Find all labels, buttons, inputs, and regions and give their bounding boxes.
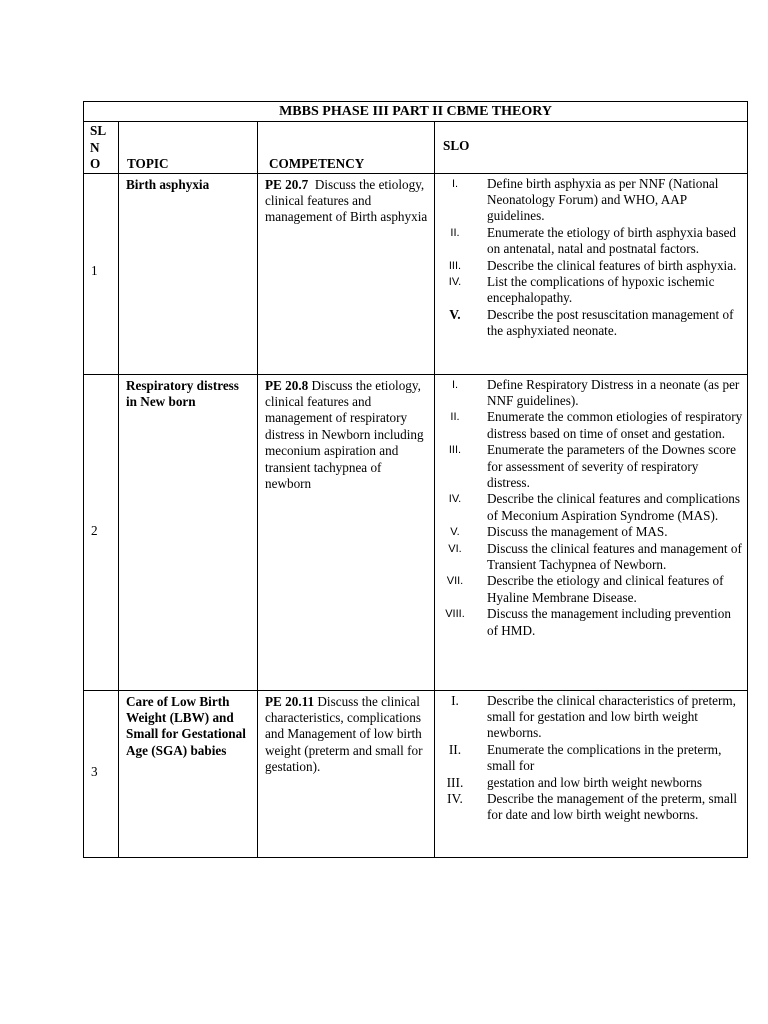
slo-text: Describe the etiology and clinical features of Hyaline Membrane Disease. bbox=[487, 573, 724, 605]
competency-text: Discuss the etiology, clinical features and management of Birth asphyxia bbox=[265, 176, 428, 225]
slo-number: I. bbox=[451, 177, 459, 190]
slo-text: Define Respiratory Distress in a neonate (as per NNF guidelines). bbox=[487, 376, 740, 408]
slo-text: Define birth asphyxia as per NNF (National Neonatology Forum) and WHO, AAP guidelines. bbox=[487, 175, 719, 224]
competency-header: COMPETENCY bbox=[258, 122, 435, 174]
slo-text: Describe the management of the preterm, small for date and low birth weight newborns. bbox=[487, 790, 738, 823]
slo-number: VII. bbox=[446, 575, 464, 588]
slo-text: Enumerate the complications in the preterm, small for bbox=[487, 741, 722, 774]
competency-cell bbox=[258, 173, 435, 374]
slo-item bbox=[435, 442, 743, 491]
slo-number: II. bbox=[450, 226, 460, 239]
table-row bbox=[84, 374, 748, 690]
topic-cell: Birth asphyxia bbox=[119, 173, 258, 374]
slo-text: Enumerate the etiology of birth asphyxia based on antenatal, natal and postnatal factors. bbox=[487, 224, 737, 257]
slo-text: Discuss the clinical features and management of Transient Tachypnea of Newborn. bbox=[487, 540, 742, 572]
table-title: MBBS PHASE III PART II CBME THEORY bbox=[84, 102, 748, 122]
cbme-theory-table bbox=[83, 101, 748, 858]
competency-code: PE 20.8 bbox=[265, 377, 309, 393]
competency-text: Discuss the etiology, clinical features and management of respiratory distress in Newborn including meconium aspiration and transient tachypnea of newborn bbox=[265, 377, 424, 491]
competency-text: Discuss the clinical characteristics, complications and Management of low birth weight (preterm and small for gestation). bbox=[265, 693, 423, 775]
slo-number: V. bbox=[450, 526, 460, 539]
slo-number: II. bbox=[450, 411, 460, 424]
sl-no-cell: 2 bbox=[84, 374, 119, 690]
competency-cell bbox=[258, 374, 435, 690]
slo-item bbox=[435, 491, 743, 524]
table-row bbox=[84, 690, 748, 857]
slo-number: III. bbox=[448, 259, 462, 272]
competency-code: PE 20.11 bbox=[265, 693, 315, 709]
slo-item bbox=[435, 791, 743, 824]
slo-number: V. bbox=[449, 306, 461, 322]
slo-number: I. bbox=[451, 692, 459, 708]
sl-no-header: SL N O bbox=[84, 122, 119, 174]
slo-item bbox=[435, 742, 743, 775]
slo-item bbox=[435, 258, 743, 274]
slo-number: III. bbox=[446, 774, 464, 790]
slo-item bbox=[435, 307, 743, 340]
slo-item bbox=[435, 573, 743, 606]
competency-cell bbox=[258, 690, 435, 857]
slo-cell bbox=[435, 690, 748, 857]
table-row bbox=[84, 173, 748, 374]
slo-text: List the complications of hypoxic ischemic encephalopathy. bbox=[487, 273, 715, 306]
slo-header: SLO bbox=[435, 122, 748, 174]
slo-text: Enumerate the common etiologies of respiratory distress based on time of onset and gestation. bbox=[487, 409, 743, 441]
slo-number: I. bbox=[451, 378, 459, 391]
slo-cell bbox=[435, 374, 748, 690]
competency-code: PE 20.7 bbox=[265, 176, 309, 192]
slo-item bbox=[435, 524, 743, 540]
slo-item bbox=[435, 377, 743, 410]
slo-text: Describe the clinical characteristics of preterm, small for gestation and low birth weight newborns. bbox=[487, 692, 736, 741]
slo-text: Discuss the management including prevention of HMD. bbox=[487, 606, 731, 638]
slo-item bbox=[435, 176, 743, 225]
sl-no-cell: 1 bbox=[84, 173, 119, 374]
slo-text: gestation and low birth weight newborns bbox=[487, 774, 702, 790]
slo-item bbox=[435, 693, 743, 742]
slo-number: IV. bbox=[447, 790, 463, 806]
slo-cell bbox=[435, 173, 748, 374]
slo-number: VIII. bbox=[445, 608, 465, 621]
slo-item bbox=[435, 409, 743, 442]
slo-text: Describe the post resuscitation management of the asphyxiated neonate. bbox=[487, 306, 734, 339]
slo-number: III. bbox=[448, 444, 462, 457]
slo-item bbox=[435, 775, 743, 791]
sl-no-cell: 3 bbox=[84, 690, 119, 857]
slo-number: II. bbox=[448, 741, 462, 757]
slo-text: Discuss the management of MAS. bbox=[487, 524, 668, 540]
slo-item bbox=[435, 274, 743, 307]
slo-number: VI. bbox=[448, 542, 462, 555]
slo-number: IV. bbox=[448, 493, 462, 506]
header-row bbox=[84, 122, 748, 174]
slo-text: Describe the clinical features of birth asphyxia. bbox=[487, 257, 737, 273]
topic-cell: Respiratory distress in New born bbox=[119, 374, 258, 690]
slo-item bbox=[435, 541, 743, 574]
topic-header: TOPIC bbox=[119, 122, 258, 174]
slo-item bbox=[435, 606, 743, 639]
topic-cell: Care of Low Birth Weight (LBW) and Small for Gestational Age (SGA) babies bbox=[119, 690, 258, 857]
slo-text: Describe the clinical features and complications of Meconium Aspiration Syndrome (MAS). bbox=[487, 491, 741, 523]
slo-text: Enumerate the parameters of the Downes score for assessment of severity of respiratory distress. bbox=[487, 442, 736, 490]
slo-item bbox=[435, 225, 743, 258]
slo-number: IV. bbox=[448, 275, 462, 288]
